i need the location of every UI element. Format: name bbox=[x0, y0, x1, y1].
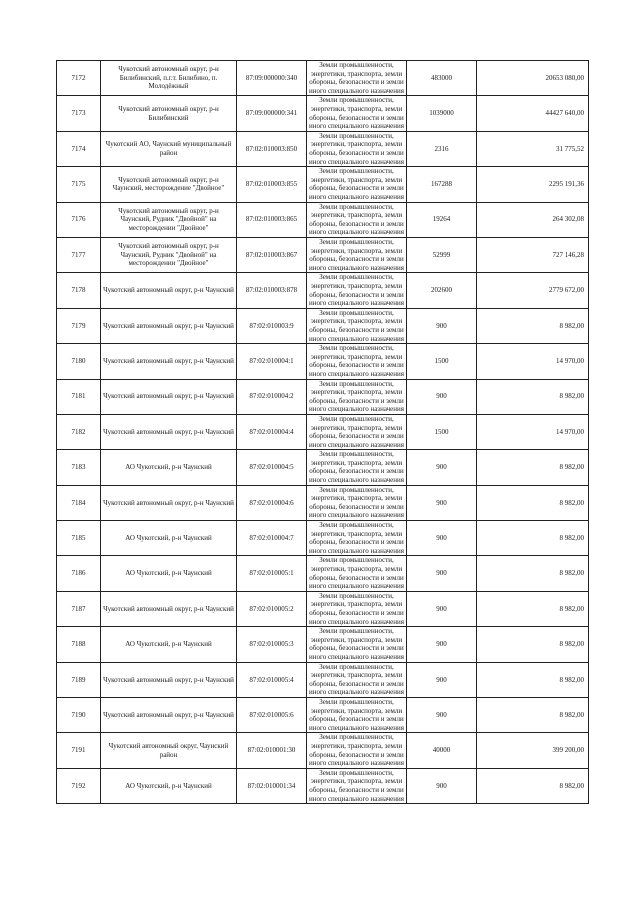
table-row bbox=[57, 202, 589, 237]
document-page bbox=[56, 60, 588, 804]
cadastral-value-cell: 8 982,00 bbox=[477, 556, 589, 591]
land-category-cell: Земли промышленности, энергетики, транспорта, земли обороны, безопасности и земли иного специального назначения bbox=[307, 414, 407, 449]
area-cell: 900 bbox=[407, 662, 477, 697]
area-cell: 202600 bbox=[407, 273, 477, 308]
cadastral-number-cell: 87:02:010003:867 bbox=[237, 237, 307, 272]
land-category-cell: Земли промышленности, энергетики, транспорта, земли обороны, безопасности и земли иного специального назначения bbox=[307, 202, 407, 237]
address-cell: Чукотский автономный округ, Чаунский район bbox=[101, 733, 237, 768]
address-cell: Чукотский автономный округ, р-н Чаунский, Рудник "Двойной" на месторождении "Двойное" bbox=[101, 237, 237, 272]
address-cell: Чукотский автономный округ, р-н Билибинский bbox=[101, 96, 237, 131]
cadastral-value-cell: 2295 191,36 bbox=[477, 167, 589, 202]
land-category-cell: Земли промышленности, энергетики, транспорта, земли обороны, безопасности и земли иного специального назначения bbox=[307, 96, 407, 131]
area-cell: 19264 bbox=[407, 202, 477, 237]
cadastral-number-cell: 87:02:010003:850 bbox=[237, 131, 307, 166]
cadastral-value-cell: 264 302,08 bbox=[477, 202, 589, 237]
table-row bbox=[57, 698, 589, 733]
row-number-cell: 7192 bbox=[57, 768, 101, 803]
address-cell: АО Чукотский, р-н Чаунский bbox=[101, 450, 237, 485]
row-number-cell: 7175 bbox=[57, 167, 101, 202]
cadastral-number-cell: 87:02:010003:865 bbox=[237, 202, 307, 237]
land-category-cell: Земли промышленности, энергетики, транспорта, земли обороны, безопасности и земли иного специального назначения bbox=[307, 627, 407, 662]
cadastral-number-cell: 87:02:010005:2 bbox=[237, 591, 307, 626]
area-cell: 900 bbox=[407, 556, 477, 591]
address-cell: Чукотский автономный округ, р-н Чаунский bbox=[101, 485, 237, 520]
area-cell: 900 bbox=[407, 627, 477, 662]
land-category-cell: Земли промышленности, энергетики, транспорта, земли обороны, безопасности и земли иного специального назначения bbox=[307, 167, 407, 202]
address-cell: Чукотский автономный округ, р-н Чаунский bbox=[101, 591, 237, 626]
land-category-cell: Земли промышленности, энергетики, транспорта, земли обороны, безопасности и земли иного специального назначения bbox=[307, 698, 407, 733]
area-cell: 900 bbox=[407, 379, 477, 414]
area-cell: 900 bbox=[407, 308, 477, 343]
table-row bbox=[57, 414, 589, 449]
area-cell: 900 bbox=[407, 591, 477, 626]
cadastral-number-cell: 87:02:010003:878 bbox=[237, 273, 307, 308]
land-category-cell: Земли промышленности, энергетики, транспорта, земли обороны, безопасности и земли иного специального назначения bbox=[307, 485, 407, 520]
area-cell: 900 bbox=[407, 521, 477, 556]
cadastral-value-cell: 8 982,00 bbox=[477, 379, 589, 414]
land-category-cell: Земли промышленности, энергетики, транспорта, земли обороны, безопасности и земли иного специального назначения bbox=[307, 521, 407, 556]
land-category-cell: Земли промышленности, энергетики, транспорта, земли обороны, безопасности и земли иного специального назначения bbox=[307, 131, 407, 166]
land-category-cell: Земли промышленности, энергетики, транспорта, земли обороны, безопасности и земли иного специального назначения bbox=[307, 556, 407, 591]
table-row bbox=[57, 379, 589, 414]
address-cell: АО Чукотский, р-н Чаунский bbox=[101, 521, 237, 556]
cadastral-number-cell: 87:02:010005:4 bbox=[237, 662, 307, 697]
area-cell: 900 bbox=[407, 698, 477, 733]
area-cell: 52999 bbox=[407, 237, 477, 272]
area-cell: 900 bbox=[407, 768, 477, 803]
area-cell: 167288 bbox=[407, 167, 477, 202]
table-row bbox=[57, 273, 589, 308]
row-number-cell: 7184 bbox=[57, 485, 101, 520]
address-cell: Чукотский автономный округ, р-н Чаунский bbox=[101, 344, 237, 379]
cadastral-number-cell: 87:02:010004:5 bbox=[237, 450, 307, 485]
row-number-cell: 7176 bbox=[57, 202, 101, 237]
row-number-cell: 7188 bbox=[57, 627, 101, 662]
land-category-cell: Земли промышленности, энергетики, транспорта, земли обороны, безопасности и земли иного специального назначения bbox=[307, 273, 407, 308]
row-number-cell: 7172 bbox=[57, 61, 101, 96]
cadastral-value-cell: 399 200,00 bbox=[477, 733, 589, 768]
land-category-cell: Земли промышленности, энергетики, транспорта, земли обороны, безопасности и земли иного специального назначения bbox=[307, 344, 407, 379]
table-row bbox=[57, 96, 589, 131]
row-number-cell: 7181 bbox=[57, 379, 101, 414]
cadastral-number-cell: 87:02:010001:30 bbox=[237, 733, 307, 768]
cadastral-value-cell: 20653 080,00 bbox=[477, 61, 589, 96]
land-plots-table bbox=[56, 60, 589, 804]
row-number-cell: 7189 bbox=[57, 662, 101, 697]
row-number-cell: 7174 bbox=[57, 131, 101, 166]
address-cell: Чукотский автономный округ, р-н Чаунский bbox=[101, 698, 237, 733]
cadastral-number-cell: 87:02:010003:9 bbox=[237, 308, 307, 343]
land-category-cell: Земли промышленности, энергетики, транспорта, земли обороны, безопасности и земли иного специального назначения bbox=[307, 450, 407, 485]
cadastral-number-cell: 87:09:000000:340 bbox=[237, 61, 307, 96]
row-number-cell: 7182 bbox=[57, 414, 101, 449]
cadastral-number-cell: 87:02:010004:6 bbox=[237, 485, 307, 520]
address-cell: АО Чукотский, р-н Чаунский bbox=[101, 768, 237, 803]
row-number-cell: 7191 bbox=[57, 733, 101, 768]
table-row bbox=[57, 308, 589, 343]
table-row bbox=[57, 768, 589, 803]
cadastral-value-cell: 8 982,00 bbox=[477, 521, 589, 556]
cadastral-value-cell: 2779 672,00 bbox=[477, 273, 589, 308]
address-cell: Чукотский автономный округ, р-н Чаунский bbox=[101, 414, 237, 449]
table-row bbox=[57, 591, 589, 626]
address-cell: Чукотский автономный округ, р-н Чаунский bbox=[101, 308, 237, 343]
row-number-cell: 7173 bbox=[57, 96, 101, 131]
table-row bbox=[57, 733, 589, 768]
cadastral-value-cell: 8 982,00 bbox=[477, 485, 589, 520]
land-category-cell: Земли промышленности, энергетики, транспорта, земли обороны, безопасности и земли иного специального назначения bbox=[307, 733, 407, 768]
address-cell: АО Чукотский, р-н Чаунский bbox=[101, 627, 237, 662]
table-row bbox=[57, 627, 589, 662]
land-category-cell: Земли промышленности, энергетики, транспорта, земли обороны, безопасности и земли иного специального назначения bbox=[307, 237, 407, 272]
cadastral-value-cell: 8 982,00 bbox=[477, 308, 589, 343]
area-cell: 2316 bbox=[407, 131, 477, 166]
address-cell: Чукотский автономный округ, р-н Чаунский bbox=[101, 662, 237, 697]
cadastral-value-cell: 8 982,00 bbox=[477, 662, 589, 697]
cadastral-number-cell: 87:02:010005:6 bbox=[237, 698, 307, 733]
land-category-cell: Земли промышленности, энергетики, транспорта, земли обороны, безопасности и земли иного специального назначения bbox=[307, 379, 407, 414]
row-number-cell: 7185 bbox=[57, 521, 101, 556]
table-row bbox=[57, 556, 589, 591]
row-number-cell: 7186 bbox=[57, 556, 101, 591]
land-category-cell: Земли промышленности, энергетики, транспорта, земли обороны, безопасности и земли иного специального назначения bbox=[307, 591, 407, 626]
land-category-cell: Земли промышленности, энергетики, транспорта, земли обороны, безопасности и земли иного специального назначения bbox=[307, 308, 407, 343]
table-row bbox=[57, 167, 589, 202]
area-cell: 483000 bbox=[407, 61, 477, 96]
row-number-cell: 7183 bbox=[57, 450, 101, 485]
area-cell: 1500 bbox=[407, 414, 477, 449]
cadastral-number-cell: 87:02:010001:34 bbox=[237, 768, 307, 803]
cadastral-number-cell: 87:02:010005:3 bbox=[237, 627, 307, 662]
table-row bbox=[57, 61, 589, 96]
area-cell: 900 bbox=[407, 485, 477, 520]
cadastral-value-cell: 14 970,00 bbox=[477, 344, 589, 379]
address-cell: Чукотский автономный округ, р-н Билибинский, п.г.т. Билибино, п. Молодёжный bbox=[101, 61, 237, 96]
row-number-cell: 7178 bbox=[57, 273, 101, 308]
address-cell: Чукотский автономный округ, р-н Чаунский bbox=[101, 273, 237, 308]
area-cell: 900 bbox=[407, 450, 477, 485]
cadastral-number-cell: 87:02:010003:855 bbox=[237, 167, 307, 202]
address-cell: Чукотский автономный округ, р-н Чаунский, месторождение "Двойное" bbox=[101, 167, 237, 202]
land-category-cell: Земли промышленности, энергетики, транспорта, земли обороны, безопасности и земли иного специального назначения bbox=[307, 662, 407, 697]
table-body bbox=[57, 61, 589, 804]
land-category-cell: Земли промышленности, энергетики, транспорта, земли обороны, безопасности и земли иного специального назначения bbox=[307, 61, 407, 96]
table-row bbox=[57, 521, 589, 556]
cadastral-number-cell: 87:02:010004:1 bbox=[237, 344, 307, 379]
cadastral-number-cell: 87:02:010005:1 bbox=[237, 556, 307, 591]
cadastral-value-cell: 8 982,00 bbox=[477, 768, 589, 803]
area-cell: 1500 bbox=[407, 344, 477, 379]
cadastral-number-cell: 87:02:010004:2 bbox=[237, 379, 307, 414]
cadastral-number-cell: 87:02:010004:4 bbox=[237, 414, 307, 449]
cadastral-value-cell: 44427 640,00 bbox=[477, 96, 589, 131]
cadastral-number-cell: 87:02:010004:7 bbox=[237, 521, 307, 556]
cadastral-value-cell: 8 982,00 bbox=[477, 627, 589, 662]
table-row bbox=[57, 344, 589, 379]
land-category-cell: Земли промышленности, энергетики, транспорта, земли обороны, безопасности и земли иного специального назначения bbox=[307, 768, 407, 803]
table-row bbox=[57, 237, 589, 272]
cadastral-value-cell: 8 982,00 bbox=[477, 698, 589, 733]
cadastral-number-cell: 87:09:000000:341 bbox=[237, 96, 307, 131]
row-number-cell: 7190 bbox=[57, 698, 101, 733]
table-row bbox=[57, 131, 589, 166]
cadastral-value-cell: 8 982,00 bbox=[477, 591, 589, 626]
cadastral-value-cell: 31 775,52 bbox=[477, 131, 589, 166]
row-number-cell: 7177 bbox=[57, 237, 101, 272]
row-number-cell: 7187 bbox=[57, 591, 101, 626]
address-cell: Чукотский автономный округ, р-н Чаунский bbox=[101, 379, 237, 414]
area-cell: 40000 bbox=[407, 733, 477, 768]
cadastral-value-cell: 727 146,28 bbox=[477, 237, 589, 272]
table-row bbox=[57, 485, 589, 520]
row-number-cell: 7179 bbox=[57, 308, 101, 343]
area-cell: 1039000 bbox=[407, 96, 477, 131]
cadastral-value-cell: 8 982,00 bbox=[477, 450, 589, 485]
address-cell: Чукотский автономный округ, р-н Чаунский, Рудник "Двойной" на месторождении "Двойное" bbox=[101, 202, 237, 237]
row-number-cell: 7180 bbox=[57, 344, 101, 379]
table-row bbox=[57, 662, 589, 697]
table-row bbox=[57, 450, 589, 485]
address-cell: Чукотский АО, Чаунский муниципальный район bbox=[101, 131, 237, 166]
cadastral-value-cell: 14 970,00 bbox=[477, 414, 589, 449]
address-cell: АО Чукотский, р-н Чаунский bbox=[101, 556, 237, 591]
